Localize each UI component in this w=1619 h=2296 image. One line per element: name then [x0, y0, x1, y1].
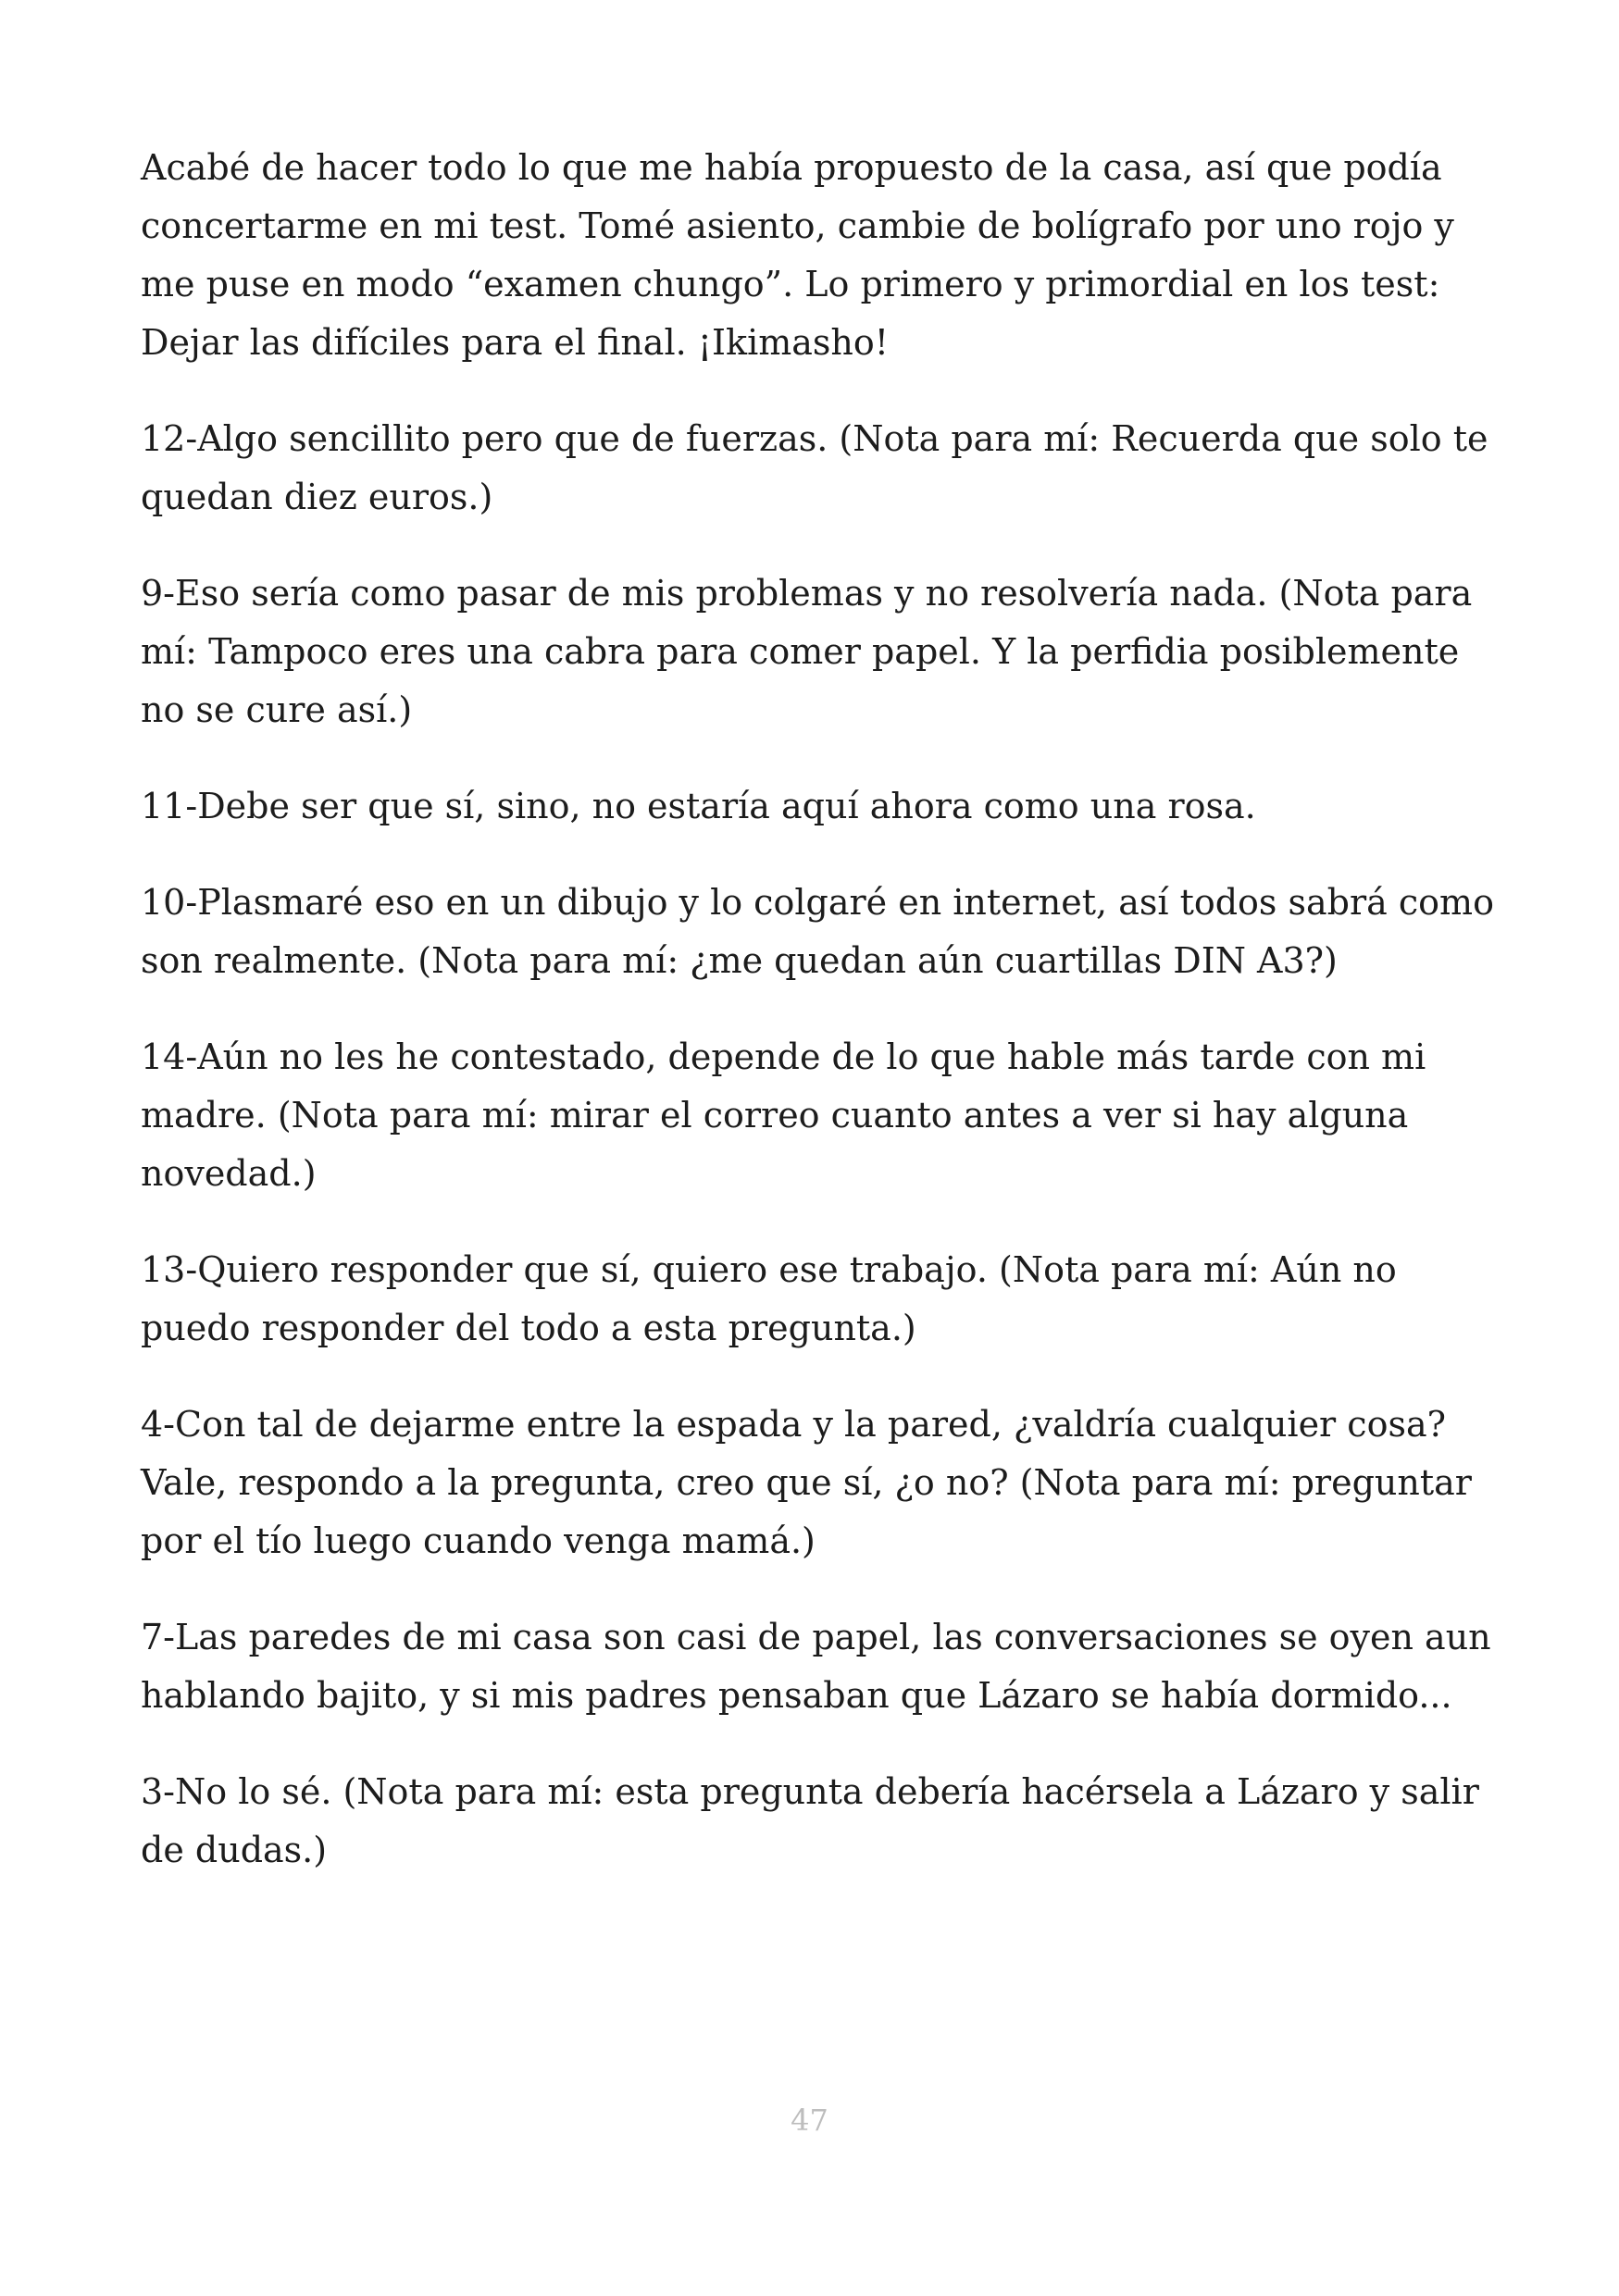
paragraph-answer-13: 13-Quiero responder que sí, quiero ese trabajo. (Nota para mí: Aún no puedo responder del todo a esta pregunta.) — [141, 1249, 1397, 1348]
body-text — [141, 139, 1501, 1917]
paragraph-answer-4: 4-Con tal de dejarme entre la espada y la pared, ¿valdría cualquier cosa? Vale, respondo a la pregunta, creo que sí, ¿o no? (Nota para mí: preguntar por el tío luego cuando venga mamá.) — [141, 1404, 1472, 1561]
paragraph-answer-10: 10-Plasmaré eso en un dibujo y lo colgaré en internet, así todos sabrá como son realmente. (Nota para mí: ¿me quedan aún cuartillas DIN A3?) — [141, 882, 1494, 981]
paragraph-answer-12: 12-Algo sencillito pero que de fuerzas. (Nota para mí: Recuerda que solo te quedan diez euros.) — [141, 418, 1488, 517]
page-number: 47 — [791, 2103, 828, 2138]
paragraph-answer-3: 3-No lo sé. (Nota para mí: esta pregunta debería hacérsela a Lázaro y salir de dudas.) — [141, 1771, 1479, 1870]
paragraph-answer-11: 11-Debe ser que sí, sino, no estaría aquí ahora como una rosa. — [141, 786, 1256, 826]
paragraph-intro: Acabé de hacer todo lo que me había propuesto de la casa, así que podía concertarme en mi test. Tomé asiento, cambie de bolígrafo por uno rojo y me puse en modo “examen chungo”. Lo primero y primordial en los test: Dejar las difíciles para el final. ¡Ikimasho! — [141, 147, 1454, 363]
paragraph-answer-7: 7-Las paredes de mi casa son casi de papel, las conversaciones se oyen aun hablando bajito, y si mis padres pensaban que Lázaro se había dormido... — [141, 1617, 1491, 1716]
paragraph-answer-14: 14-Aún no les he contestado, depende de lo que hable más tarde con mi madre. (Nota para mí: mirar el correo cuanto antes a ver si hay alguna novedad.) — [141, 1036, 1426, 1194]
paragraph-answer-9: 9-Eso sería como pasar de mis problemas y no resolvería nada. (Nota para mí: Tampoco eres una cabra para comer papel. Y la perfidia posiblemente no se cure así.) — [141, 573, 1473, 730]
